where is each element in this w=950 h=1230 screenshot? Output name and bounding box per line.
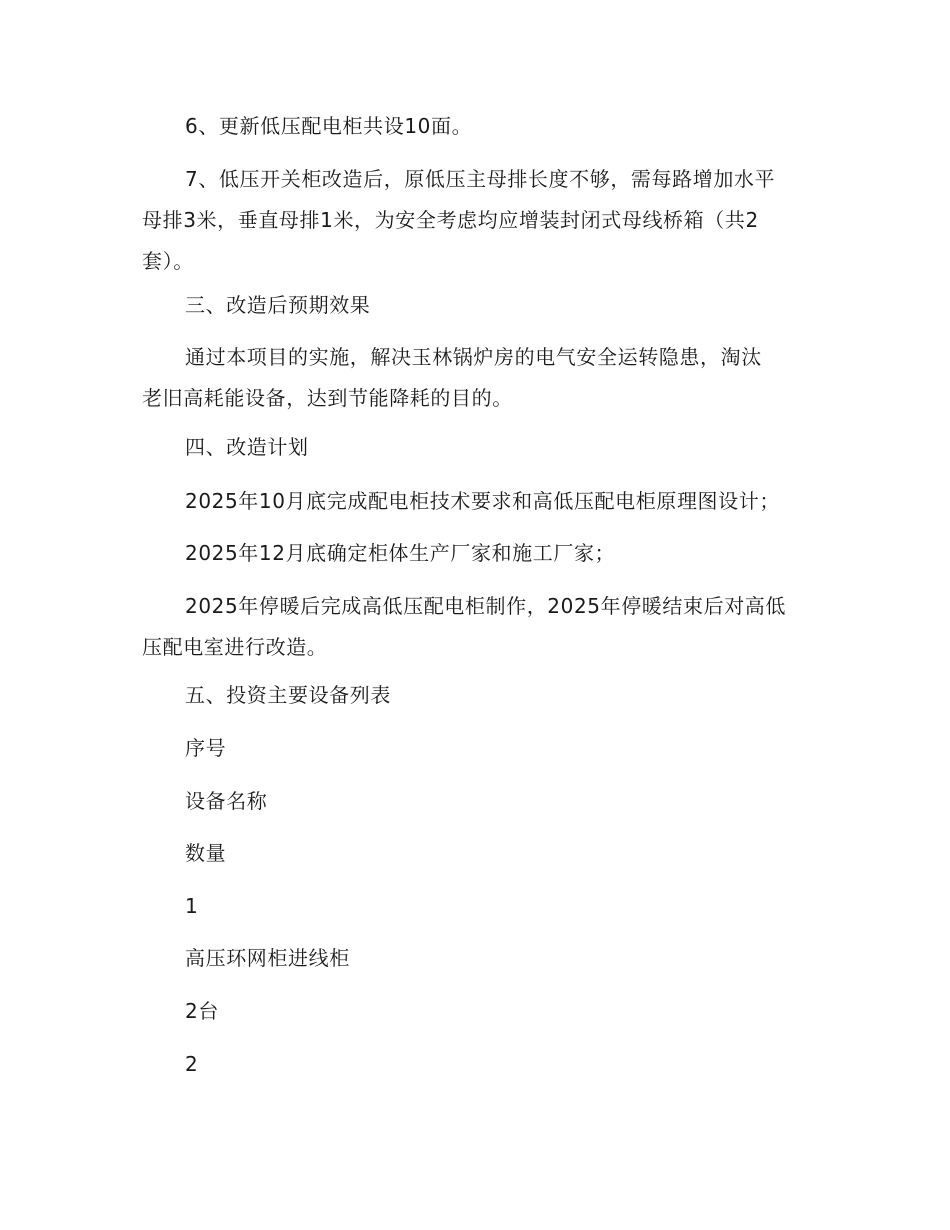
- paragraph-plan-1: [142, 481, 808, 522]
- text-line: 五、投资主要设备列表: [185, 683, 391, 707]
- text-line: 6、更新低压配电柜共设10面。: [185, 114, 473, 138]
- text-line: 套）。: [142, 249, 194, 273]
- paragraph-item-6: [142, 106, 808, 147]
- table-header-equipment-name: [142, 781, 808, 822]
- text-line: 2台: [185, 999, 219, 1023]
- paragraph-item-7: [142, 159, 808, 282]
- text-line: 7、低压开关柜改造后，原低压主母排长度不够，需每路增加水平: [185, 167, 776, 191]
- table-cell-quantity-1: [142, 991, 808, 1032]
- table-header-quantity: [142, 833, 808, 874]
- text-line: 2025年10月底完成配电柜技术要求和高低压配电柜原理图设计；: [185, 489, 780, 513]
- section-heading-expected-effect: [142, 285, 808, 326]
- table-cell-equipment-name-1: [142, 938, 808, 979]
- text-line: 2: [185, 1052, 199, 1076]
- text-line: 1: [185, 894, 199, 918]
- paragraph-plan-2: [142, 533, 808, 574]
- table-cell-index-2: [142, 1044, 808, 1085]
- text-line: 2025年12月底确定柜体生产厂家和施工厂家；: [185, 541, 616, 565]
- paragraph-effect: [142, 337, 808, 419]
- text-line: 通过本项目的实施，解决玉林锅炉房的电气安全运转隐患，淘汰: [185, 345, 762, 369]
- table-header-index: [142, 728, 808, 769]
- text-line: 老旧高耗能设备，达到节能降耗的目的。: [142, 386, 513, 410]
- text-line: 数量: [185, 841, 227, 865]
- paragraph-plan-3: [142, 586, 808, 668]
- text-line: 2025年停暖后完成高低压配电柜制作，2025年停暖结束后对高低: [185, 594, 786, 618]
- text-line: 设备名称: [185, 789, 268, 813]
- text-line: 三、改造后预期效果: [185, 293, 371, 317]
- section-heading-equipment-list: [142, 675, 808, 716]
- text-line: 序号: [185, 736, 227, 760]
- table-cell-index-1: [142, 886, 808, 927]
- text-line: 四、改造计划: [185, 435, 309, 459]
- text-line: 高压环网柜进线柜: [185, 946, 350, 970]
- section-heading-plan: [142, 427, 808, 468]
- text-line: 母排3米，垂直母排1米，为安全考虑均应增装封闭式母线桥箱（共2: [142, 208, 759, 232]
- text-line: 压配电室进行改造。: [142, 635, 328, 659]
